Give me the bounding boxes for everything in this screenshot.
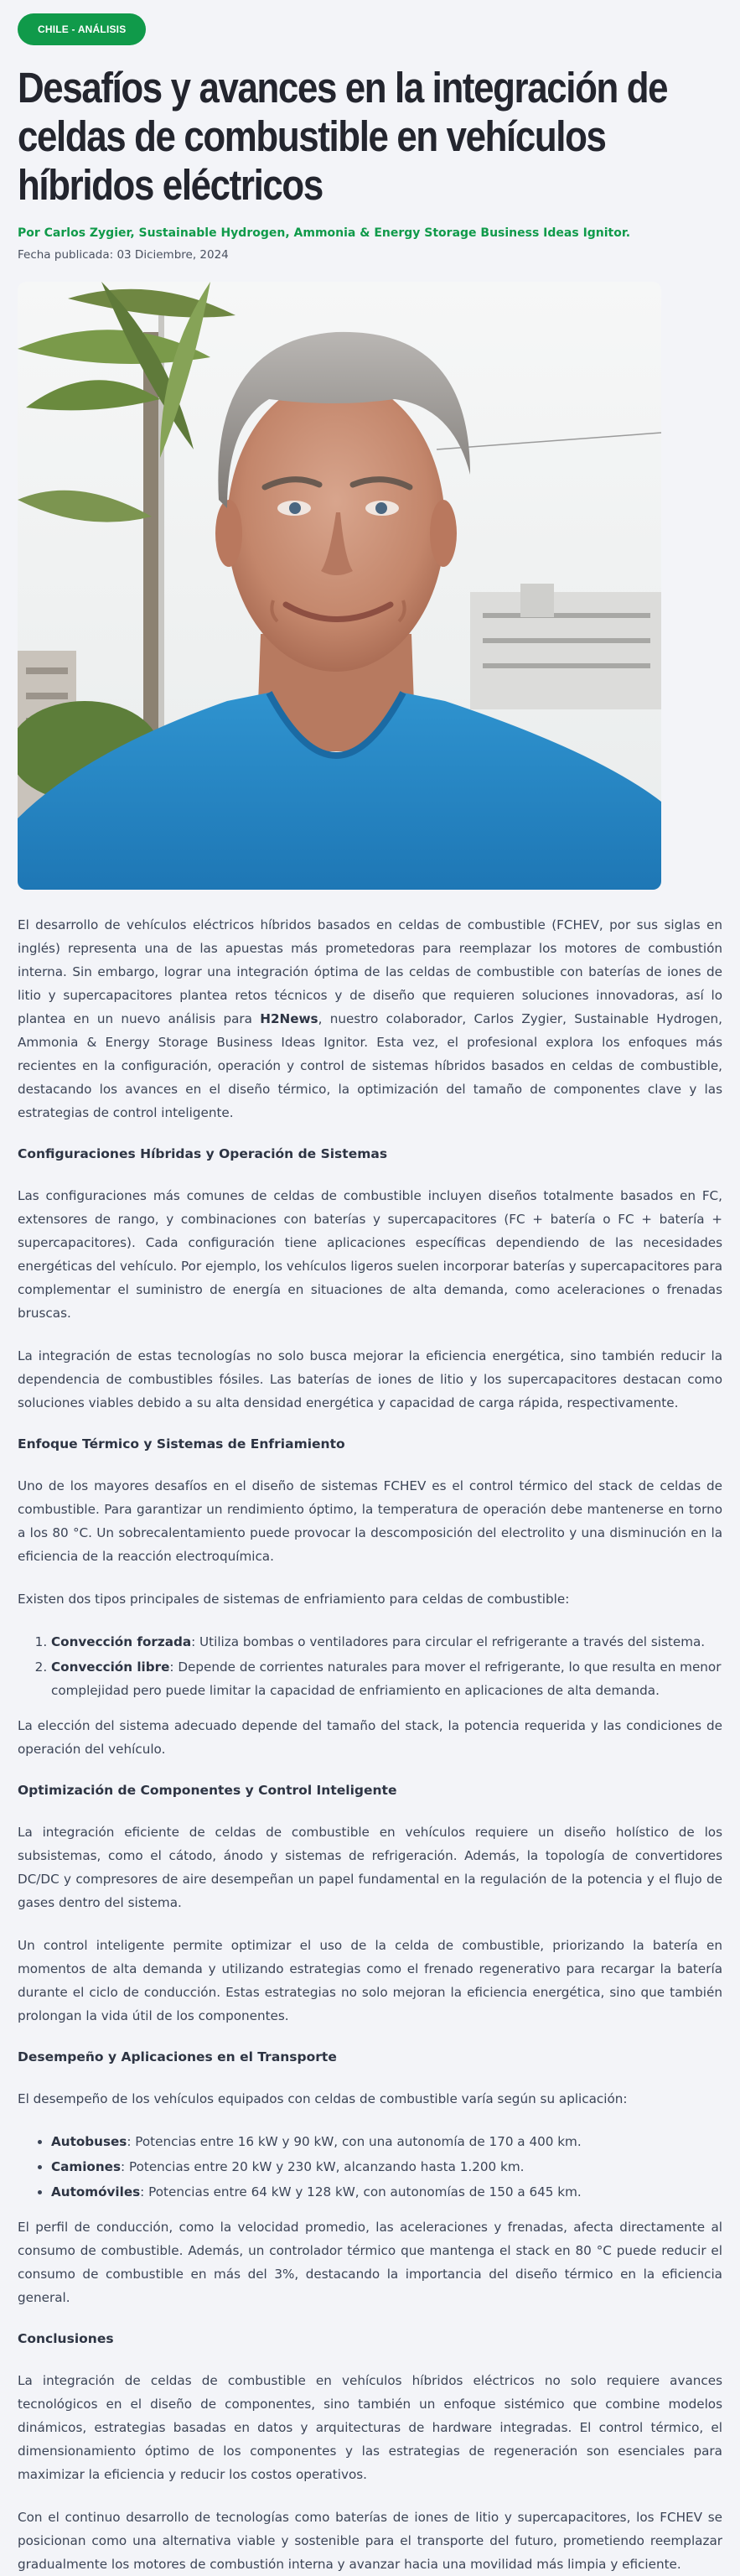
vehicle-performance-list	[18, 2130, 722, 2204]
paragraph: Con el continuo desarrollo de tecnologías como baterías de iones de litio y supercapacitores, los FCHEV se posicionan como una alternativa viable y sostenible para el transporte del futuro, prometiendo reemplazar gradualmente los motores de combustión interna y avanzar hacia una movilidad más limpia y eficiente.	[18, 2510, 722, 2572]
section-heading-enfoque-termico: Enfoque Térmico y Sistemas de Enfriamiento	[18, 1436, 345, 1452]
paragraph: Las configuraciones más comunes de celdas de combustible incluyen diseños totalmente basados en FC, extensores de rango, y combinaciones con baterías y supercapacitores (FC + batería o FC + batería + supercapacitores). Cada configuración tiene aplicaciones específicas dependiendo de las necesidades energéticas del vehículo. Por ejemplo, los vehículos ligeros suelen incorporar baterías y supercapacitores para complementar el suministro de energía en situaciones de alta demanda, como aceleraciones o frenadas bruscas.	[18, 1188, 722, 1321]
section-heading-configuraciones: Configuraciones Híbridas y Operación de Sistemas	[18, 1146, 388, 1161]
publish-date: Fecha publicada: 03 Diciembre, 2024	[18, 248, 229, 262]
brand-mention: H2News	[260, 1011, 318, 1026]
paragraph: La integración eficiente de celdas de combustible en vehículos requiere un diseño holístico de los subsistemas, como el cátodo, ánodo y sistemas de refrigeración. Además, la topología de convertidores DC/DC y compresores de aire desempeñan un papel fundamental en la regulación de la potencia y el flujo de gases dentro del sistema.	[18, 1825, 722, 1910]
cooling-systems-list	[18, 1630, 722, 1702]
author-photo	[18, 282, 661, 890]
section-heading-conclusiones: Conclusiones	[18, 2331, 114, 2346]
paragraph: Uno de los mayores desafíos en el diseño de sistemas FCHEV es el control térmico del stack de celdas de combustible. Para garantizar un rendimiento óptimo, la temperatura de operación debe mantenerse en torno a los 80 °C. Un sobrecalentamiento puede provocar la descomposición del electrolito y una disminución en la eficiencia de la reacción electroquímica.	[18, 1478, 722, 1564]
list-item: • Autobuses: Potencias entre 16 kW y 90 kW, con una autonomía de 170 a 400 km.	[51, 2130, 722, 2153]
paragraph: El perfil de conducción, como la velocidad promedio, las aceleraciones y frenadas, afecta directamente al consumo de combustible. Además, un controlador térmico que mantenga el stack en 80 °C puede reducir el consumo de combustible en más del 3%, destacando la importancia del diseño térmico en la eficiencia general.	[18, 2220, 722, 2305]
category-badge[interactable]: CHILE - ANÁLISIS	[18, 13, 146, 45]
article-body	[18, 913, 722, 2576]
list-item: 1. Convección forzada: Utiliza bombas o ventiladores para circular el refrigerante a través del sistema.	[51, 1630, 722, 1654]
paragraph: La integración de celdas de combustible en vehículos híbridos eléctricos no solo requiere avances tecnológicos en el diseño de componentes, sino también un enfoque sistémico que combine modelos dinámicos, estrategias basadas en datos y arquitecturas de hardware integradas. El control térmico, el dimensionamiento óptimo de los componentes y las estrategias de regeneración son esenciales para maximizar la eficiencia y reducir los costos operativos.	[18, 2373, 722, 2482]
paragraph: El desempeño de los vehículos equipados con celdas de combustible varía según su aplicación:	[18, 2091, 628, 2106]
list-item: • Automóviles: Potencias entre 64 kW y 128 kW, con autonomías de 150 a 645 km.	[51, 2180, 722, 2204]
article-title: Desafíos y avances en la integración de celdas de combustible en vehículos híbridos eléctricos	[18, 64, 668, 209]
section-heading-optimizacion: Optimización de Componentes y Control Inteligente	[18, 1783, 397, 1798]
list-item: 2. Convección libre: Depende de corrientes naturales para mover el refrigerante, lo que resulta en menor complejidad pero puede limitar la capacidad de enfriamiento en aplicaciones de alta demanda.	[51, 1655, 722, 1702]
section-heading-desempeno: Desempeño y Aplicaciones en el Transporte	[18, 2049, 337, 2064]
paragraph: Un control inteligente permite optimizar el uso de la celda de combustible, priorizando la batería en momentos de alta demanda y utilizando estrategias como el frenado regenerativo para recargar la batería durante el ciclo de conducción. Estas estrategias no solo mejoran la eficiencia energética, sino que también prolongan la vida útil de los componentes.	[18, 1938, 722, 2023]
paragraph: Existen dos tipos principales de sistemas de enfriamiento para celdas de combustible:	[18, 1592, 570, 1607]
author-byline[interactable]: Por Carlos Zygier, Sustainable Hydrogen, Ammonia & Energy Storage Business Ideas Ignitor.	[18, 226, 631, 240]
paragraph: La elección del sistema adecuado depende del tamaño del stack, la potencia requerida y las condiciones de operación del vehículo.	[18, 1718, 722, 1757]
intro-paragraph: El desarrollo de vehículos eléctricos híbridos basados en celdas de combustible (FCHEV, por sus siglas en inglés) representa una de las apuestas más prometedoras para reemplazar los motores de combustión interna. Sin embargo, lograr una integración óptima de las celdas de combustible con baterías de iones de litio y supercapacitores plantea retos técnicos y de diseño que requieren soluciones innovadoras, así lo plantea en un nuevo análisis para H2News, nuestro colaborador, Carlos Zygier, Sustainable Hydrogen, Ammonia & Energy Storage Business Ideas Ignitor. Esta vez, el profesional explora los enfoques más recientes en la configuración, operación y control de sistemas híbridos basados en celdas de combustible, destacando los avances en el diseño térmico, la optimización del tamaño de componentes clave y las estrategias de control inteligente.	[18, 917, 722, 1120]
paragraph: La integración de estas tecnologías no solo busca mejorar la eficiencia energética, sino también reducir la dependencia de combustibles fósiles. Las baterías de iones de litio y los supercapacitores destacan como soluciones viables debido a su alta densidad energética y capacidad de carga rápida, respectivamente.	[18, 1348, 722, 1410]
list-item: • Camiones: Potencias entre 20 kW y 230 kW, alcanzando hasta 1.200 km.	[51, 2155, 722, 2179]
